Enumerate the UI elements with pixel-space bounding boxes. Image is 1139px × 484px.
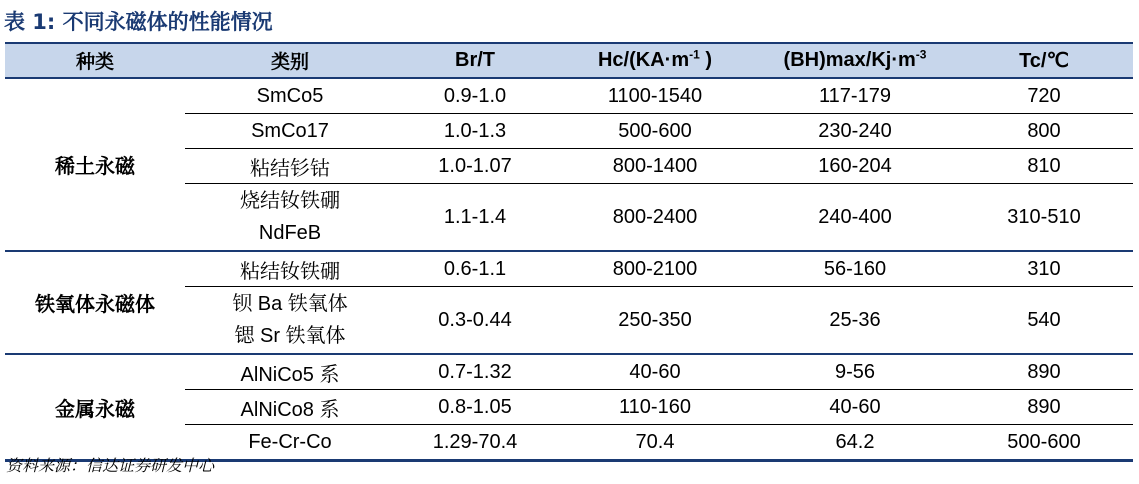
header-hc-text: Hc/(KA·m [597, 49, 690, 71]
cell-hc: 40-60 [555, 354, 755, 390]
cell-br: 1.0-1.3 [395, 114, 555, 149]
cell-br: 1.0-1.07 [395, 149, 555, 184]
cell-category: 粘结钐钴 [185, 149, 395, 184]
cell-category: AlNiCo5 系 [185, 354, 395, 390]
header-bhmax-text: (BH)max/Kj·m [783, 49, 916, 71]
cell-category [185, 184, 395, 252]
header-hc-exponent: -1 [689, 47, 700, 62]
cell-hc: 800-2100 [555, 251, 755, 287]
cell-category-line2: 锶 Sr 铁氧体 [234, 325, 346, 347]
cell-tc: 500-600 [955, 425, 1133, 461]
cell-br: 0.7-1.32 [395, 354, 555, 390]
source-note: 资料来源：信达证券研发中心 [6, 456, 215, 475]
header-bhmax [755, 43, 955, 78]
cell-hc: 250-350 [555, 287, 755, 355]
cell-tc: 810 [955, 149, 1133, 184]
cell-br: 1.1-1.4 [395, 184, 555, 252]
magnet-properties-table [5, 42, 1133, 462]
cell-category: 粘结钕铁硼 [185, 251, 395, 287]
cell-tc: 310 [955, 251, 1133, 287]
cell-bhmax: 56-160 [755, 251, 955, 287]
header-hc-close: ) [699, 49, 712, 71]
group-ferrite: 铁氧体永磁体 [5, 251, 185, 354]
cell-hc: 70.4 [555, 425, 755, 461]
cell-br: 0.6-1.1 [395, 251, 555, 287]
cell-tc: 890 [955, 354, 1133, 390]
cell-tc: 540 [955, 287, 1133, 355]
header-br: Br/T [395, 43, 555, 78]
cell-hc: 110-160 [555, 390, 755, 425]
cell-tc: 800 [955, 114, 1133, 149]
header-bhmax-exponent: -3 [915, 47, 927, 62]
cell-bhmax: 40-60 [755, 390, 955, 425]
header-hc [555, 43, 755, 78]
header-tc: Tc/℃ [955, 43, 1133, 78]
cell-bhmax: 240-400 [755, 184, 955, 252]
group-rare-earth: 稀土永磁 [5, 78, 185, 251]
cell-bhmax: 25-36 [755, 287, 955, 355]
cell-category-line2: NdFeB [258, 222, 322, 244]
group-metal: 金属永磁 [5, 354, 185, 461]
table-title: 表 1: 不同永磁体的性能情况 [4, 10, 273, 34]
cell-tc: 890 [955, 390, 1133, 425]
table-row [5, 354, 1133, 390]
table-row [5, 78, 1133, 114]
cell-br: 0.9-1.0 [395, 78, 555, 114]
header-row [5, 43, 1133, 78]
cell-bhmax: 230-240 [755, 114, 955, 149]
cell-hc: 500-600 [555, 114, 755, 149]
cell-bhmax: 64.2 [755, 425, 955, 461]
cell-category: SmCo17 [185, 114, 395, 149]
cell-bhmax: 117-179 [755, 78, 955, 114]
cell-category-line1: 钡 Ba 铁氧体 [232, 293, 348, 315]
cell-hc: 1100-1540 [555, 78, 755, 114]
header-kind: 种类 [5, 43, 185, 78]
cell-tc: 310-510 [955, 184, 1133, 252]
cell-category: SmCo5 [185, 78, 395, 114]
cell-hc: 800-1400 [555, 149, 755, 184]
header-category: 类别 [185, 43, 395, 78]
cell-hc: 800-2400 [555, 184, 755, 252]
cell-bhmax: 160-204 [755, 149, 955, 184]
cell-category: AlNiCo8 系 [185, 390, 395, 425]
cell-br: 1.29-70.4 [395, 425, 555, 461]
table-row [5, 251, 1133, 287]
cell-category-line1: 烧结钕铁硼 [240, 190, 340, 212]
cell-br: 0.3-0.44 [395, 287, 555, 355]
cell-category: Fe-Cr-Co [185, 425, 395, 461]
cell-tc: 720 [955, 78, 1133, 114]
cell-br: 0.8-1.05 [395, 390, 555, 425]
cell-bhmax: 9-56 [755, 354, 955, 390]
cell-category [185, 287, 395, 355]
